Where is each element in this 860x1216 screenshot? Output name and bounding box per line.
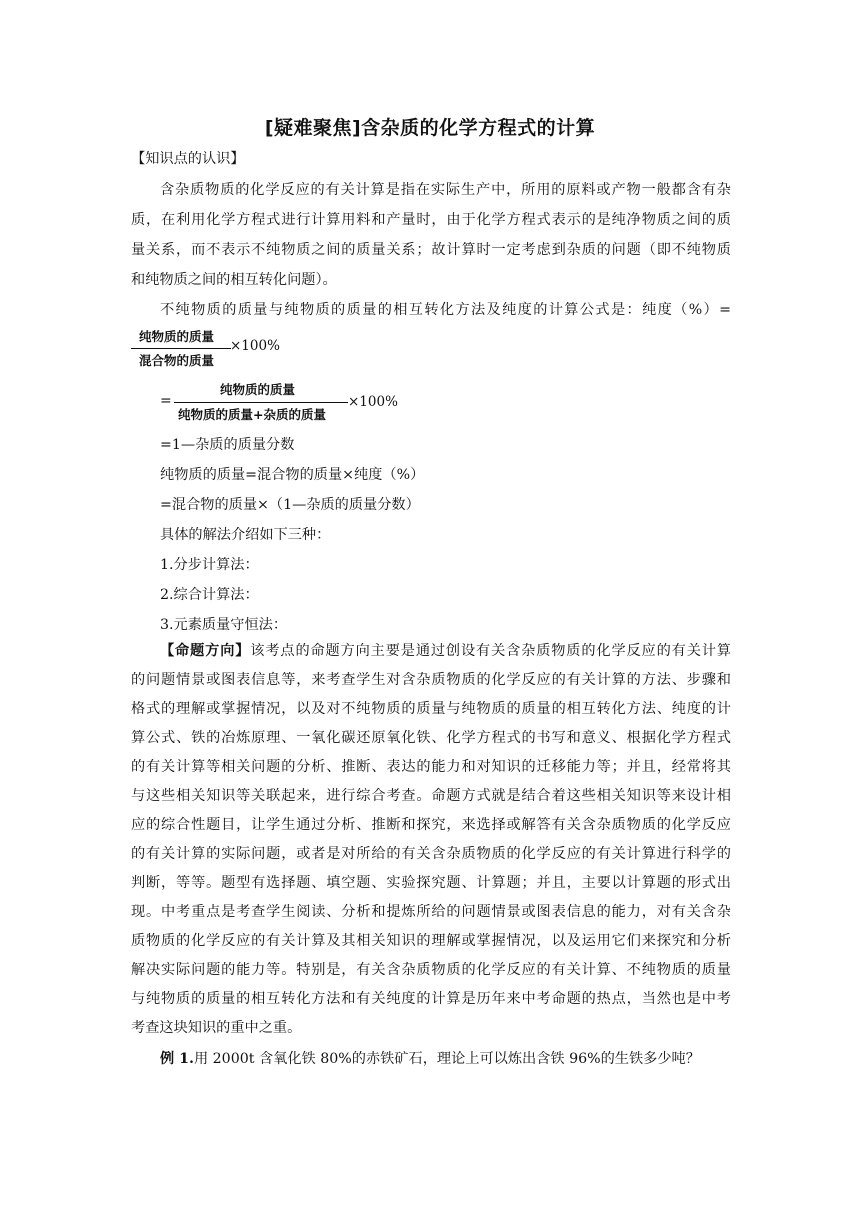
paragraph-text: 该考点的命题方向主要是通过创设有关含杂质物质的化学反应的有关计算 [250, 643, 731, 659]
paragraph-line: 含杂质物质的化学反应的有关计算是指在实际生产中，所用的原料或产物一般都含有杂 [160, 182, 731, 198]
paragraph-line: 现。中考重点是考查学生阅读、分析和提炼所给的问题情景或图表信息的能力，对有关含杂 [131, 904, 731, 920]
method-item: 3.元素质量守恒法： [160, 617, 288, 633]
method-item: 1.分步计算法： [160, 557, 259, 573]
formula-denominator: 混合物的质量 [139, 353, 215, 368]
example-question [160, 1049, 760, 1069]
paragraph-line: 的有关计算的实际问题，或者是对所给的有关含杂质物质的化学反应的有关计算进行科学的 [131, 846, 731, 862]
paragraph-line: 量关系，而不表示不纯物质之间的质量关系；故计算时一定考虑到杂质的问题（即不纯物质 [131, 242, 731, 258]
fraction-bar [174, 402, 348, 403]
paragraph-line: 质物质的化学反应的有关计算及其相关知识的理解或掌握情况，以及运用它们来探究和分析 [131, 933, 731, 949]
paragraph-line: 判断，等等。题型有选择题、填空题、实验探究题、计算题；并且，主要以计算题的形式出 [131, 875, 731, 891]
purity-formula-fraction [131, 323, 231, 371]
purity-formula-fraction-expanded [174, 377, 348, 425]
paragraph-line: 与这些相关知识等关联起来，进行综合考查。命题方式就是结合着这些相关知识等来设计相 [131, 788, 731, 804]
example-label: 例 1. [160, 1051, 194, 1067]
paragraph-line: 和纯物质之间的相互转化问题）。 [131, 272, 337, 288]
formula-equals: = [160, 393, 172, 409]
paragraph-line: 解决实际问题的能力等。特别是，有关含杂质物质的化学反应的有关计算、不纯物质的质量 [131, 962, 731, 978]
paragraph-line: 不纯物质的质量与纯物质的质量的相互转化方法及纯度的计算公式是：纯度（%）= [160, 302, 731, 318]
paragraph-line: 具体的解法介绍如下三种： [160, 527, 331, 543]
formula-denominator: 纯物质的质量+杂质的质量 [178, 407, 326, 422]
formula-line: 纯物质的质量=混合物的质量×纯度（%） [160, 467, 425, 483]
formula-line: =1—杂质的质量分数 [160, 437, 295, 453]
formula-line: =混合物的质量×（1—杂质的质量分数） [160, 497, 420, 513]
paragraph-line: 的问题情景或图表信息等，来考查学生对含杂质物质的化学反应的有关计算的方法、步骤和 [131, 672, 731, 688]
formula-suffix: ×100% [230, 338, 280, 354]
fraction-bar [131, 348, 231, 349]
formula-numerator: 纯物质的质量 [139, 329, 215, 344]
paragraph-line: 与纯物质的质量的相互转化方法和有关纯度的计算是历年来中考命题的热点，当然也是中考 [131, 991, 731, 1007]
example-text: 用 2000t 含氧化铁 80%的赤铁矿石，理论上可以炼出含铁 96%的生铁多少吨？ [193, 1051, 700, 1067]
paragraph-line-first [160, 641, 731, 661]
paragraph-line: 应的综合性题目，让学生通过分析、推断和探究，来选择或解答有关含杂质物质的化学反应 [131, 817, 731, 833]
formula-numerator: 纯物质的质量 [220, 382, 296, 397]
section-heading-knowledge: 【知识点的认识】 [131, 151, 245, 167]
paragraph-line: 格式的理解或掌握情况，以及对不纯物质的质量与纯物质的质量的相互转化方法、纯度的计 [131, 701, 731, 717]
formula-suffix: ×100% [348, 394, 398, 410]
paragraph-line: 质，在利用化学方程式进行计算用料和产量时，由于化学方程式表示的是纯净物质之间的质 [131, 212, 731, 228]
method-item: 2.综合计算法： [160, 587, 259, 603]
section-heading-direction: 【命题方向】 [160, 643, 251, 659]
paragraph-line: 算公式、铁的冶炼原理、一氧化碳还原氧化铁、化学方程式的书写和意义、根据化学方程式 [131, 730, 731, 746]
paragraph-line: 考查这块知识的重中之重。 [131, 1020, 302, 1036]
page-title: [疑难聚焦]含杂质的化学方程式的计算 [264, 117, 596, 139]
paragraph-line: 的有关计算等相关问题的分析、推断、表达的能力和对知识的迁移能力等；并且，经常将其 [131, 759, 731, 775]
